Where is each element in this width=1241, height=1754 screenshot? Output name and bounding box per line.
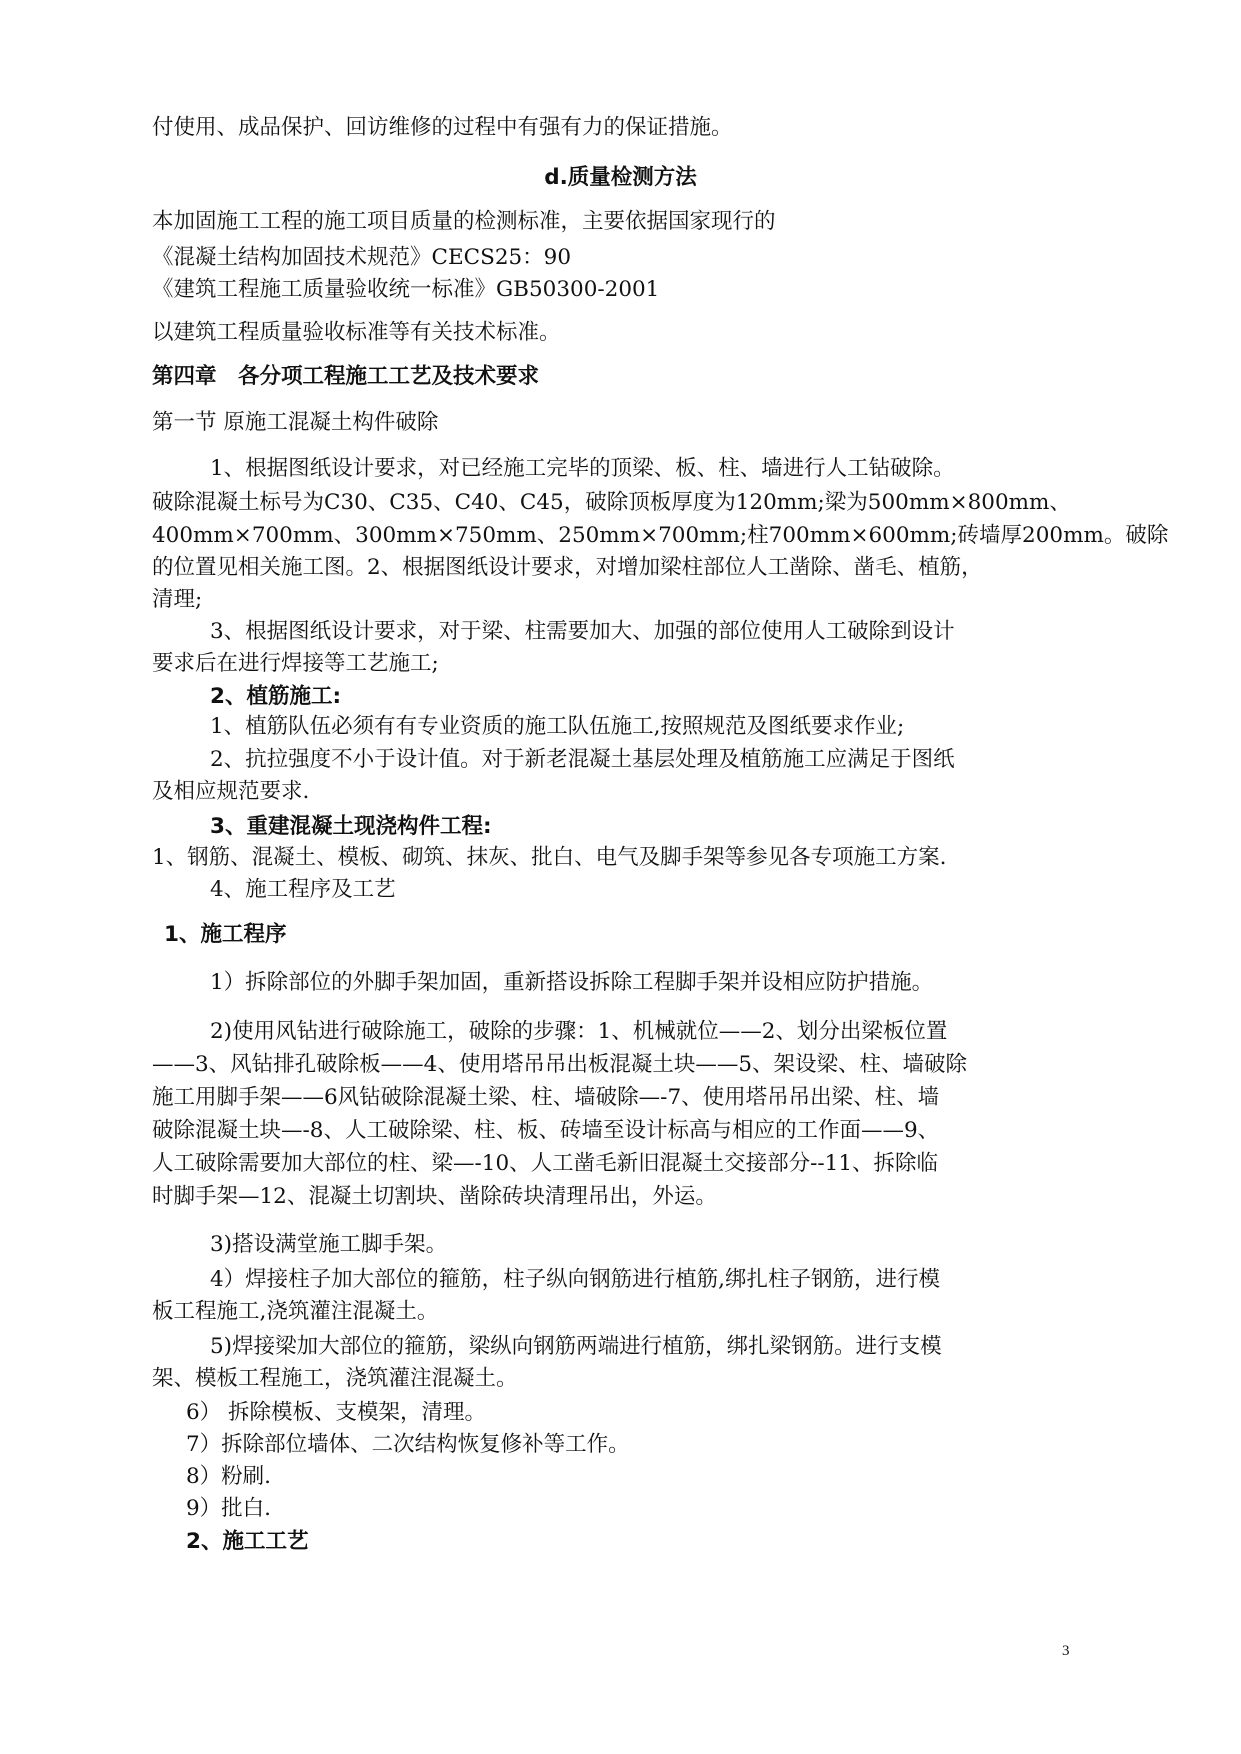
text-line: 1、钢筋、混凝土、模板、砌筑、抹灰、批白、电气及脚手架等参见各专项施工方案. [152,845,947,870]
text-line: 7）拆除部位墙体、二次结构恢复修补等工作。 [186,1432,630,1457]
text-line: 架、模板工程施工，浇筑灌注混凝土。 [152,1366,518,1391]
text-line: 人工破除需要加大部位的柱、梁—-10、人工凿毛新旧混凝土交接部分--11、拆除临 [152,1151,939,1176]
text-line: 2、抗拉强度不小于设计值。对于新老混凝土基层处理及植筋施工应满足于图纸 [210,747,955,772]
page-number: 3 [1062,1643,1070,1659]
text-line: 破除混凝土标号为C30、C35、C40、C45，破除顶板厚度为120mm;梁为500mm×800mm、 [152,490,1071,515]
subsection-heading: 2、植筋施工: [210,684,342,709]
text-line: 3、根据图纸设计要求，对于梁、柱需要加大、加强的部位使用人工破除到设计 [210,619,955,644]
text-line: 400mm×700mm、300mm×750mm、250mm×700mm;柱700mm×600mm;砖墙厚200mm。破除 [152,523,1169,548]
chapter-heading: 第四章 各分项工程施工工艺及技术要求 [152,364,540,389]
text-line: 2)使用风钻进行破除施工，破除的步骤：1、机械就位——2、划分出梁板位置 [210,1019,948,1044]
text-line: 破除混凝土块—-8、人工破除梁、柱、板、砖墙至设计标高与相应的工作面——9、 [152,1118,940,1143]
section-heading: d.质量检测方法 [544,165,697,190]
text-line: 付使用、成品保护、回访维修的过程中有强有力的保证措施。 [152,115,733,140]
text-line: 及相应规范要求. [152,779,310,804]
text-line: 4、施工程序及工艺 [210,877,396,902]
text-line: 1、根据图纸设计要求，对已经施工完毕的顶梁、板、柱、墙进行人工钻破除。 [210,456,955,481]
subsection-heading: 3、重建混凝土现浇构件工程: [210,814,492,839]
text-line: 4）焊接柱子加大部位的箍筋，柱子纵向钢筋进行植筋,绑扎柱子钢筋，进行模 [210,1267,941,1292]
text-line: 以建筑工程质量验收标准等有关技术标准。 [152,320,561,345]
text-line: 板工程施工,浇筑灌注混凝土。 [152,1299,439,1324]
text-line: ——3、风钻排孔破除板——4、使用塔吊吊出板混凝土块——5、架设梁、柱、墙破除 [152,1052,968,1077]
text-line: 1）拆除部位的外脚手架加固，重新搭设拆除工程脚手架并设相应防护措施。 [210,970,934,995]
section-title: 第一节 原施工混凝土构件破除 [152,410,439,435]
text-line: 6） 拆除模板、支模架，清理。 [186,1400,487,1425]
text-line: 1、植筋队伍必须有有专业资质的施工队伍施工,按照规范及图纸要求作业; [210,714,905,739]
text-line: 8）粉刷. [186,1464,272,1489]
text-line: 要求后在进行焊接等工艺施工; [152,651,439,676]
text-line: 本加固施工工程的施工项目质量的检测标准，主要依据国家现行的 [152,209,776,234]
text-line: 的位置见相关施工图。2、根据图纸设计要求，对增加梁柱部位人工凿除、凿毛、植筋， [152,555,983,580]
text-line: 施工用脚手架——6风钻破除混凝土梁、柱、墙破除—-7、使用塔吊吊出梁、柱、墙 [152,1085,940,1110]
text-line: 5)焊接梁加大部位的箍筋，梁纵向钢筋两端进行植筋，绑扎梁钢筋。进行支模 [210,1334,942,1359]
text-line: 时脚手架—12、混凝土切割块、凿除砖块清理吊出，外运。 [152,1184,717,1209]
standard-reference: 《混凝土结构加固技术规范》CECS25：90 [152,245,572,270]
text-line: 清理; [152,587,203,612]
standard-reference: 《建筑工程施工质量验收统一标准》GB50300-2001 [152,277,660,302]
subsection-heading: 2、施工工艺 [186,1529,309,1554]
text-line: 9）批白. [186,1496,272,1521]
text-line: 3)搭设满堂施工脚手架。 [210,1232,448,1257]
subsection-heading: 1、施工程序 [164,922,287,947]
